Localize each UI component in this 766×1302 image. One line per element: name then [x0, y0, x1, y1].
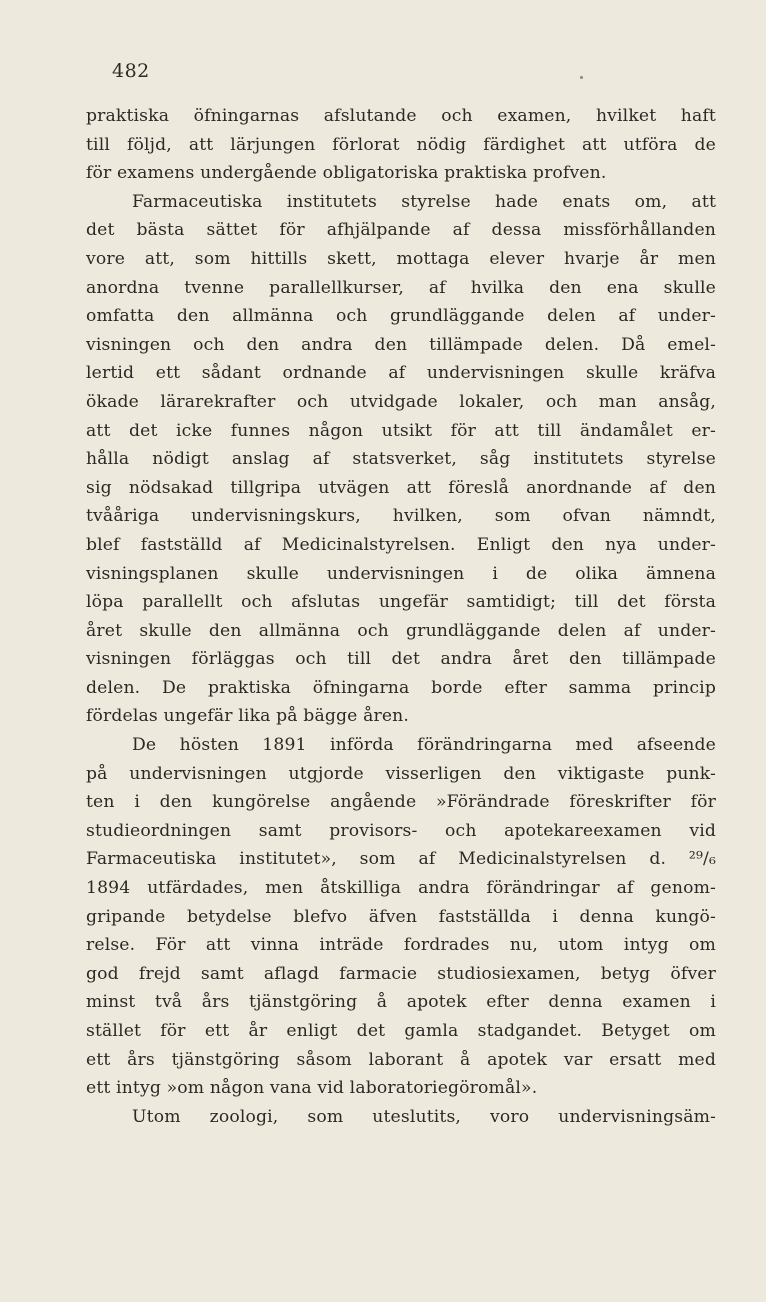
text-line: omfatta den allmänna och grundläggande delen af under-	[86, 306, 716, 327]
text-line: ett intyg »om någon vana vid laboratoriegöromål».	[86, 1078, 538, 1099]
text-line: Farmaceutiska institutet», som af Medicinalstyrelsen d. ²⁹/₆	[86, 849, 716, 870]
text-line: stället för ett år enligt det gamla stadgandet. Betyget om	[86, 1021, 716, 1041]
text-line: ten i den kungörelse angående »Förändrade föreskrifter för	[86, 792, 716, 813]
text-line: vore att, som hittills skett, mottaga elever hvarje år men	[86, 248, 716, 269]
text-line: delen. De praktiska öfningarna borde efter samma princip	[86, 677, 716, 698]
text-line: Farmaceutiska institutets styrelse hade enats om, att	[132, 191, 716, 212]
text-line: ökade lärarekrafter och utvidgade lokaler, och man ansåg,	[86, 391, 716, 412]
text-line: året skulle den allmänna och grundläggande delen af under-	[86, 620, 716, 641]
text-line: gripande betydelse blefvo äfven fastställda i denna kungö-	[86, 906, 716, 927]
text-line: på undervisningen utgjorde visserligen den viktigaste punk-	[86, 763, 716, 784]
text-line: att det icke funnes någon utsikt för att till ändamålet er-	[86, 420, 716, 441]
print-speck	[580, 76, 583, 79]
text-line: tvååriga undervisningskurs, hvilken, som ofvan nämndt,	[86, 506, 716, 527]
text-line: visningen och den andra den tillämpade delen. Då emel-	[86, 334, 716, 355]
text-line: Utom zoologi, som uteslutits, voro undervisningsäm-	[132, 1106, 716, 1127]
text-line: god frejd samt aflagd farmacie studiosiexamen, betyg öfver	[86, 963, 716, 984]
text-line: De hösten 1891 införda förändringarna med afseende	[132, 735, 716, 756]
text-line: hålla nödigt anslag af statsverket, såg institutets styrelse	[86, 449, 716, 470]
text-line: det bästa sättet för afhjälpande af dessa missförhållanden	[86, 220, 716, 241]
text-line: visningen förläggas och till det andra året den tillämpade	[86, 649, 716, 670]
text-line: för examens undergående obligatoriska praktiska profven.	[86, 163, 607, 184]
text-line: anordna tvenne parallellkurser, af hvilka den ena skulle	[86, 277, 716, 298]
text-line: visningsplanen skulle undervisningen i de olika ämnena	[86, 563, 716, 584]
text-line: sig nödsakad tillgripa utvägen att föreslå anordnande af den	[86, 477, 716, 498]
text-line: 1894 utfärdades, men åtskilliga andra förändringar af genom-	[86, 878, 716, 899]
text-line: blef fastställd af Medicinalstyrelsen. Enligt den nya under-	[86, 534, 716, 555]
page-number: 482	[112, 60, 150, 82]
text-line: lertid ett sådant ordnande af undervisningen skulle kräfva	[86, 363, 716, 384]
text-line: minst två års tjänstgöring å apotek efter denna examen i	[86, 992, 716, 1013]
text-line: relse. För att vinna inträde fordrades nu, utom intyg om	[86, 935, 716, 956]
body-text	[86, 102, 716, 1131]
text-line: löpa parallellt och afslutas ungefär samtidigt; till det första	[86, 592, 716, 613]
text-line: ett års tjänstgöring såsom laborant å apotek var ersatt med	[86, 1049, 716, 1070]
text-line: till följd, att lärjungen förlorat nödig färdighet att utföra de	[86, 134, 716, 155]
text-line: fördelas ungefär lika på bägge åren.	[86, 706, 410, 727]
text-line: praktiska öfningarnas afslutande och examen, hvilket haft	[86, 106, 716, 126]
text-line: studieordningen samt provisors- och apotekareexamen vid	[86, 820, 716, 841]
